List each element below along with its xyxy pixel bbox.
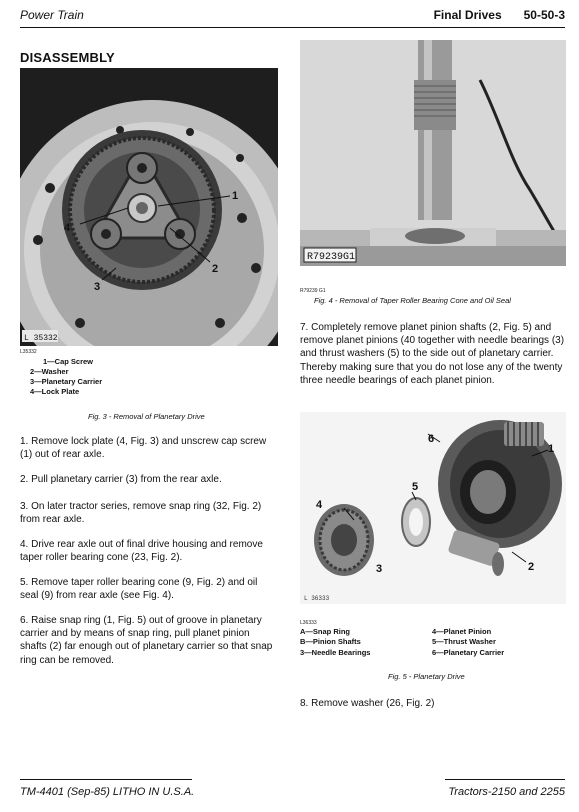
fig3-callout-3: 3: [94, 281, 101, 293]
fig4-caption: Fig. 4 - Removal of Taper Roller Bearing Cone and Oil Seal: [314, 296, 511, 305]
header-section-right: Final Drives: [433, 8, 502, 22]
step-3: 3. On later tractor series, remove snap ring (32, Fig. 2) from rear axle.: [20, 501, 262, 526]
fig4-ref-code: R79239 G1: [300, 288, 326, 294]
legend-item: 3—Needle Bearings: [300, 647, 371, 657]
step-2: 2. Pull planetary carrier (3) from the rear axle.: [20, 474, 222, 485]
step-6: 6. Raise snap ring (1, Fig. 5) out of groove in planetary carrier and by means of snap ring, pull planet pinion shafts (2) far enough out of planetary carrier so that snap ring can be removed.: [20, 615, 273, 666]
header-section-left: Power Train: [20, 8, 84, 22]
legend-item: 5—Thrust Washer: [432, 637, 496, 647]
header-right: [434, 8, 565, 22]
legend-item: 6—Planetary Carrier: [432, 647, 505, 657]
planetary-drive-image: [20, 68, 278, 346]
fig5-callout-5: 5: [412, 481, 419, 493]
page-code: 50-50-3: [523, 8, 565, 22]
legend-item: 1—Cap Screw: [43, 357, 94, 366]
fig5-legend-left: [300, 627, 370, 658]
fig3-photo-stamp: L 35332: [24, 334, 58, 343]
page-title: DISASSEMBLY: [20, 50, 115, 65]
fig5-callout-1: 1: [548, 443, 555, 455]
fig3-callout-1: 1: [232, 190, 239, 202]
fig5-caption: Fig. 5 - Planetary Drive: [388, 672, 465, 681]
fig5-ref-code: L36333: [300, 620, 317, 626]
planet-pinion-parts-image: [300, 412, 566, 604]
fig3-callout-2: 2: [212, 263, 219, 275]
fig5-callout-6: 6: [428, 433, 435, 445]
step-7: 7. Completely remove planet pinion shafts (2, Fig. 5) and remove planet pinions (40 together with needle bearings (3) and thrust washers (5) to the side out of planetary carrier. Thereby making sure that you do not lose any of the twenty three needle bearings of each planet pinion.: [300, 322, 565, 386]
fig4-photo-stamp: R79239G1: [307, 252, 356, 263]
header-rule: [20, 27, 565, 28]
footer-rule-right: [445, 779, 565, 780]
fig5-callout-4: 4: [316, 499, 323, 511]
fig4-photo: [300, 40, 566, 266]
fig5-photo-stamp: L 36333: [304, 595, 330, 602]
fig3-callout-4: 4: [64, 222, 71, 234]
footer-rule-left: [20, 779, 192, 780]
fig3-photo: [20, 68, 278, 346]
axle-bearing-image: [300, 40, 566, 266]
legend-item: 3—Planetary Carrier: [30, 377, 103, 386]
legend-item: 2—Washer: [30, 367, 69, 376]
footer-left: TM-4401 (Sep-85) LITHO IN U.S.A.: [20, 786, 195, 798]
step-5: 5. Remove taper roller bearing cone (9, Fig. 2) and oil seal (9) from rear axle (see Fig. 4).: [20, 577, 258, 602]
step-8: 8. Remove washer (26, Fig. 2): [300, 698, 435, 709]
fig5-callout-3: 3: [376, 563, 383, 575]
fig5-photo: [300, 412, 566, 604]
legend-item: A—Snap Ring: [300, 627, 350, 636]
fig3-caption: Fig. 3 - Removal of Planetary Drive: [88, 412, 205, 421]
fig3-ref-code: L35332: [20, 349, 37, 355]
fig3-legend: [30, 357, 102, 397]
legend-item: 4—Planet Pinion: [432, 627, 492, 636]
fig5-legend-right: [432, 627, 504, 658]
footer-right: Tractors-2150 and 2255: [448, 786, 565, 798]
fig5-callout-2: 2: [528, 561, 535, 573]
legend-item: 4—Lock Plate: [30, 387, 80, 396]
legend-item: B—Pinion Shafts: [300, 637, 361, 647]
step-4: 4. Drive rear axle out of final drive housing and remove taper roller bearing cone (23, Fig. 2).: [20, 539, 263, 564]
step-1: 1. Remove lock plate (4, Fig. 3) and unscrew cap screw (1) out of rear axle.: [20, 436, 267, 461]
